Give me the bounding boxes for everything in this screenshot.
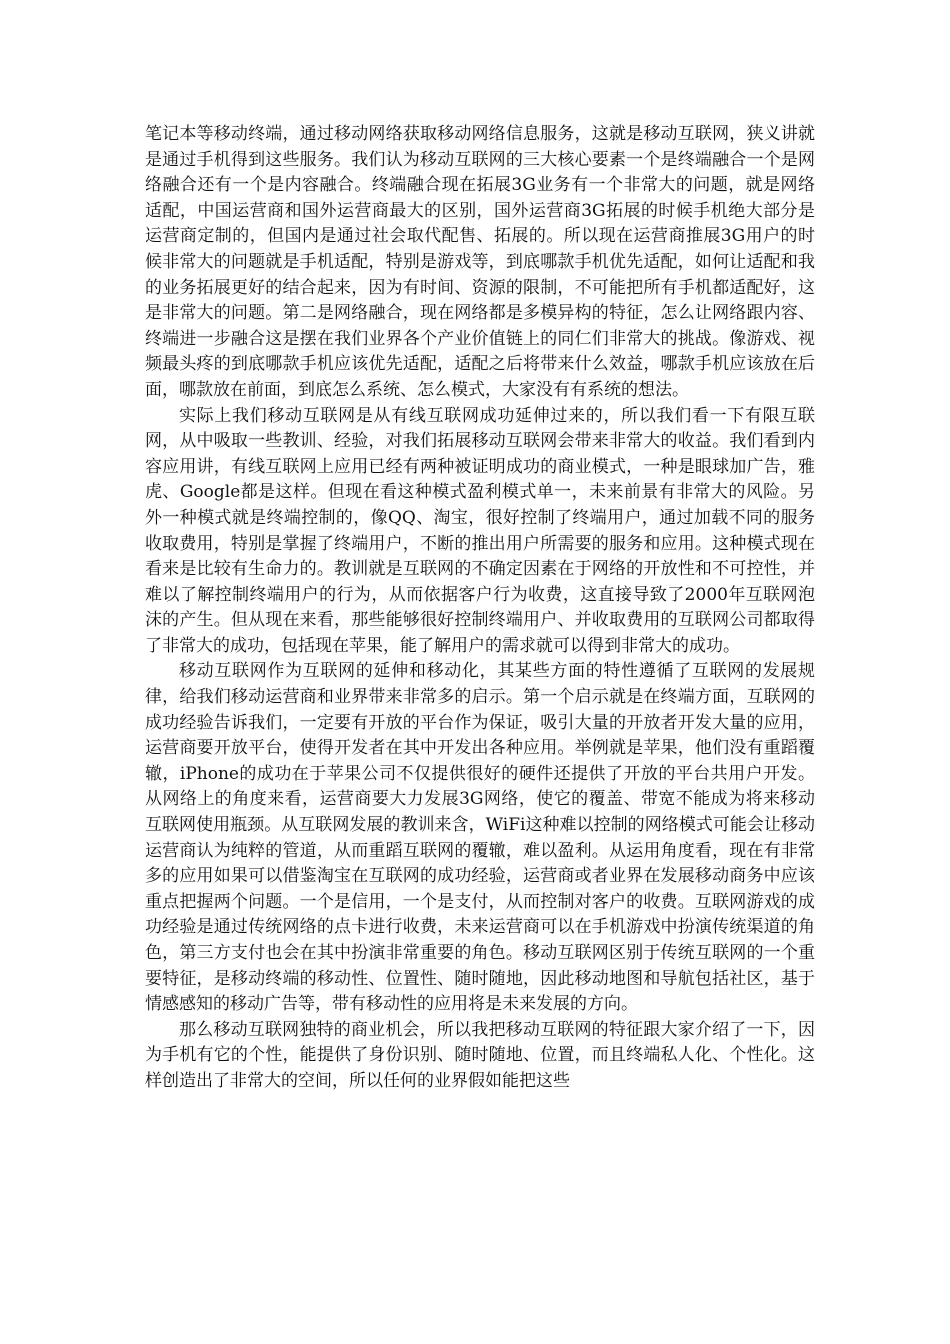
paragraph-continuation: 笔记本等移动终端，通过移动网络获取移动网络信息服务，这就是移动互联网，狭义讲就是通过手机得到这些服务。我们认为移动互联网的三大核心要素一个是终端融合一个是网络融合还有一个是内容融合。终端融合现在拓展3G业务有一个非常大的问题，就是网络适配，中国运营商和国外运营商最大的区别，国外运营商3G拓展的时候手机绝大部分是运营商定制的，但国内是通过社会取代配售、拓展的。所以现在运营商推展3G用户的时候非常大的问题就是手机适配，特别是游戏等，到底哪款手机优先适配，如何让适配和我的业务拓展更好的结合起来，因为有时间、资源的限制，不可能把所有手机都适配好，这是非常大的问题。第二是网络融合，现在网络都是多模异构的特征，怎么让网络跟内容、终端进一步融合这是摆在我们业界各个产业价值链上的同仁们非常大的挑战。像游戏、视频最头疼的到底哪款手机应该优先适配，适配之后将带来什么效益，哪款手机应该放在后面，哪款放在前面，到底怎么系统、怎么模式，大家没有有系统的想法。: [145, 124, 815, 400]
paragraph-business-opportunity: 那么移动互联网独特的商业机会，所以我把移动互联网的特征跟大家介绍了一下，因为手机有它的个性，能提供了身份识别、随时随地、位置，而且终端私人化、个性化。这样创造出了非常大的空间，所以任何的业界假如能把这些: [145, 1019, 815, 1091]
paragraph-mobile-internet-lessons: 移动互联网作为互联网的延伸和移动化，其某些方面的特性遵循了互联网的发展规律，给我们移动运营商和业界带来非常多的启示。第一个启示就是在终端方面，互联网的成功经验告诉我们，一定要有开放的平台作为保证，吸引大量的开放者开发大量的应用，运营商要开放平台，使得开发者在其中开发出各种应用。举例就是苹果，他们没有重蹈覆辙，iPhone的成功在于苹果公司不仅提供很好的硬件还提供了开放的平台共用户开发。从网络上的角度来看，运营商要大力发展3G网络，使它的覆盖、带宽不能成为将来移动互联网使用瓶颈。从互联网发展的教训来含，WiFi这种难以控制的网络模式可能会让移动运营商认为纯粹的管道，从而重蹈互联网的覆辙，难以盈利。从运用角度看，现在有非常多的应用如果可以借鉴淘宝在互联网的成功经验，运营商或者业界在发展移动商务中应该重点把握两个问题。一个是信用，一个是支付，从而控制对客户的收费。互联网游戏的成功经验是通过传统网络的点卡进行收费，未来运营商可以在手机游戏中扮演传统渠道的角色，第三方支付也会在其中扮演非常重要的角色。移动互联网区别于传统互联网的一个重要特征，是移动终端的移动性、位置性、随时随地，因此移动地图和导航包括社区，基于情感感知的移动广告等，带有移动性的应用将是未来发展的方向。: [145, 661, 815, 1015]
paragraph-wired-internet: 实际上我们移动互联网是从有线互联网成功延伸过来的，所以我们看一下有限互联网，从中吸取一些教训、经验，对我们拓展移动互联网会带来非常大的收益。我们看到内容应用讲，有线互联网上应用已经有两种被证明成功的商业模式，一种是眼球加广告，雅虎、Google都是这样。但现在看这种模式盈利模式单一，未来前景有非常大的风险。另外一种模式就是终端控制的，像QQ、淘宝，很好控制了终端用户，通过加载不同的服务收取费用，特别是掌握了终端用户，不断的推出用户所需要的服务和应用。这种模式现在看来是比较有生命力的。教训就是互联网的不确定因素在于网络的开放性和不可控性，并难以了解控制终端用户的行为，从而依据客户行为收费，这直接导致了2000年互联网泡沫的产生。但从现在来看，那些能够很好控制终端用户、并收取费用的互联网公司都取得了非常大的成功，包括现在苹果，能了解用户的需求就可以得到非常大的成功。: [145, 405, 815, 656]
document-body: [145, 122, 815, 1095]
